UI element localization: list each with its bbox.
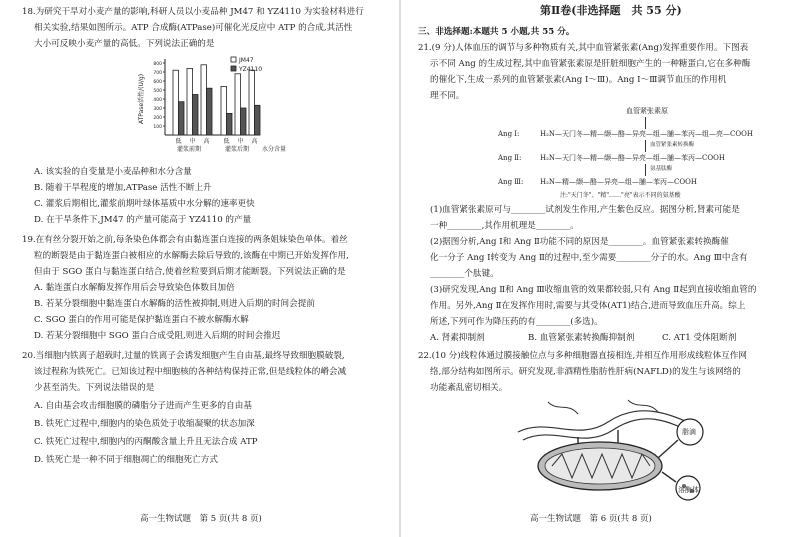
q22-line3: 功能紊乱密切相关。: [430, 383, 508, 393]
right-footer: 高一生物试题 第 6 页(共 8 页): [530, 514, 652, 524]
q21-line2: 示不同 Ang 的生成过程,其中血管紧张素原是肝脏细胞产生的一种糖蛋白,它在多种酶: [430, 59, 751, 69]
y-axis-label: ATPase活性/(U/g): [138, 73, 145, 125]
right-page: [400, 0, 800, 537]
arrow-line-2: [645, 140, 646, 152]
part-two-header: 第Ⅱ卷(非选择题 共 55 分): [540, 4, 682, 17]
bar-yz4110: [193, 95, 199, 136]
x-axis-label: 水分含量: [262, 146, 287, 153]
ang3-sequence: H₂N—精—缬—酪—异亮—组—脯—苯丙—COOH: [540, 178, 697, 186]
bar-yz4110: [227, 113, 233, 135]
q21-option-c: C. AT1 受体阻断剂: [662, 333, 737, 343]
bar-yz4110: [255, 105, 261, 135]
ang2-label: Ang Ⅱ:: [498, 154, 522, 162]
section-title: 三、非选择题:本题共 5 小题,共 55 分。: [418, 27, 575, 37]
q21-line4: 理不同。: [430, 91, 465, 101]
bar-jm47: [221, 86, 227, 135]
figure-note: 注:"天门冬"、"精"……"亮"表示不同的氨基酸: [560, 192, 681, 199]
x-tick-label: 高: [203, 138, 210, 145]
angiotensinogen-label: 血管紧张素原: [626, 107, 668, 115]
q21-option-a: A. 肾素抑制剂: [430, 333, 485, 343]
q19-option-a: A. 黏连蛋白水解酶发挥作用后会导致染色体数目加倍: [34, 283, 235, 293]
q21-part1-line2: 一种________,其作用机理是________。: [430, 221, 579, 231]
q20-option-b: B. 铁死亡过程中,细胞内的染色质处于收缩凝聚的状态加深: [34, 419, 255, 429]
enzyme1-label: 血管紧张素转换酶: [650, 142, 695, 148]
y-tick-label: 500: [153, 89, 162, 94]
y-tick-label: 100: [153, 125, 162, 130]
atpase-bar-chart: [135, 55, 305, 155]
q18-line3: 大小可反映小麦产量的高低。下列说法正确的是: [34, 39, 215, 49]
lipid-droplet-label: 脂滴: [682, 428, 696, 436]
q18-line2: 相关实验,结果如图所示。ATP 合成酶(ATPase)可催化光反应中 ATP 的合成,其活性: [34, 23, 353, 33]
x-tick-label: 高: [251, 138, 258, 145]
q20-option-c: C. 铁死亡过程中,细胞内的丙酮酸含量上升且无法合成 ATP: [34, 437, 258, 447]
q20-line1: 20.当细胞内铁离子超载时,过量的铁离子会诱发细胞产生自由基,最终导致细胞膜破裂,: [22, 351, 345, 361]
enzyme2-label: 氨基肽酶: [650, 166, 673, 172]
q20-line3: 少甚至消失。下列说法错误的是: [34, 383, 155, 393]
legend-swatch-yz4110: [231, 66, 236, 71]
bar-jm47: [235, 74, 241, 135]
ang3-label: Ang Ⅲ:: [498, 178, 524, 186]
group-label-late: 灌浆后期: [224, 146, 250, 153]
x-tick-label: 低: [223, 138, 230, 145]
q21-line1: 21.(9 分)人体血压的调节与多种物质有关,其中血管紧张素(Ang)发挥重要作用。下图表: [418, 43, 749, 53]
ang2-sequence: H₂N—天门冬—精—缬—酪—异亮—组—脯—苯丙—COOH: [540, 154, 725, 162]
q21-part3-line1: (3)研究发现,Ang Ⅱ和 Ang Ⅲ收缩血管的效果都较弱,只有 Ang Ⅱ起到直接收缩血管的: [430, 285, 757, 295]
bar-yz4110: [207, 88, 213, 135]
q21-part1-line1: (1)血管紧张素原可与________试剂发生作用,产生紫色反应。据图分析,肾素可能是: [430, 205, 740, 215]
q18-option-d: D. 在干旱条件下,JM47 的产量可能高于 YZ4110 的产量: [34, 215, 252, 225]
x-tick-label: 中: [237, 138, 244, 145]
bar-yz4110: [179, 102, 185, 135]
q18-option-a: A. 该实验的自变量是小麦品种和水分含量: [34, 167, 192, 177]
q22-line2: 络,部分结构如图所示。研究发现,非酒精性脂肪性肝病(NAFLD)的发生与该网络的: [430, 367, 741, 377]
q19-line1: 19.在有丝分裂开始之前,每条染色体都会有由黏连蛋白连接的两条姐妹染色单体。着丝: [22, 235, 348, 245]
q19-line3: 但由于 SGO 蛋白与黏连蛋白结合,使着丝粒要到后期才能断裂。下列说法正确的是: [34, 267, 346, 277]
q21-part3-line2: 作用。另外,Ang Ⅱ在发挥作用时,需要与其受体(AT1)结合,进而导致血压升高。综上: [430, 301, 746, 311]
ang1-sequence: H₂N—天门冬—精—缬—酪—异亮—组—脯—苯丙—组—亮—COOH: [540, 130, 753, 138]
legend-label-yz4110: YZ4110: [239, 66, 263, 73]
q18-option-c: C. 灌浆后期相比,灌浆前期叶绿体基质中水分解的速率更快: [34, 199, 255, 209]
group-label-early: 灌浆前期: [176, 146, 202, 153]
q20-option-d: D. 铁死亡是一种不同于细胞凋亡的细胞死亡方式: [34, 455, 218, 465]
left-footer: 高一生物试题 第 5 页(共 8 页): [140, 514, 262, 524]
legend-label-jm47: JM47: [239, 57, 254, 64]
bar-jm47: [173, 70, 179, 135]
lysosome-label: 溶酶体: [678, 486, 699, 494]
bar-yz4110: [241, 108, 247, 135]
q21-option-b: B. 血管紧张素转换酶抑制剂: [528, 333, 635, 343]
bar-jm47: [249, 70, 255, 135]
q21-part2-line3: ________个肽键。: [430, 269, 499, 279]
q18-option-b: B. 随着干旱程度的增加,ATPase 活性不断上升: [34, 183, 212, 193]
x-tick-label: 中: [189, 138, 196, 145]
y-tick-label: 300: [153, 107, 162, 112]
bar-jm47: [201, 65, 207, 135]
q21-line3: 的催化下,生成一系列的血管紧张素(Ang Ⅰ～Ⅲ)。Ang Ⅰ～Ⅲ调节血压的作用机: [430, 75, 727, 85]
y-tick-label: 200: [153, 116, 162, 121]
q19-option-d: D. 若某分裂细胞中 SGO 蛋白合成受阻,则进入后期的时间会推迟: [34, 331, 281, 341]
y-tick-label: 800: [153, 62, 162, 67]
q20-line2: 该过程称为铁死亡。已知该过程中细胞核的各种结构保持正常,但是线粒体的嵴会减: [34, 367, 347, 377]
y-tick-label: 400: [153, 98, 162, 103]
y-tick-label: 600: [153, 80, 162, 85]
ang1-label: Ang Ⅰ:: [498, 130, 520, 138]
q22-line1: 22.(10 分)线粒体通过膜接触位点与多种细胞器直接相连,并相互作用形成线粒体互作网: [418, 351, 747, 361]
q18-line1: 18.为研究干旱对小麦产量的影响,科研人员以小麦品种 JM47 和 YZ4110 为实验材料进行: [22, 7, 364, 17]
x-tick-label: 低: [175, 138, 182, 145]
q19-line2: 粒的断裂是由于黏连蛋白被相应的水解酶去除后导致的,该酶在中期已开始发挥作用,: [34, 251, 349, 261]
y-tick-label: 700: [153, 71, 162, 76]
bar-jm47: [187, 68, 193, 135]
q19-option-b: B. 若某分裂细胞中黏连蛋白水解酶的活性被抑制,则进入后期的时间会提前: [34, 299, 315, 309]
q21-part3-line3: 所述,下列可作为降压药的有________(多选)。: [430, 317, 603, 327]
q21-part2-line2: 化一分子 Ang Ⅰ转变为 Ang Ⅱ的过程中,至少需要________分子的水。Ang Ⅲ中含有: [430, 253, 748, 263]
q21-part2-line1: (2)据图分析,Ang Ⅰ和 Ang Ⅱ功能不同的原因是________。血管紧张素转换酶催: [430, 237, 729, 247]
q20-option-a: A. 自由基会攻击细胞膜的磷脂分子进而产生更多的自由基: [34, 401, 252, 411]
arrow-line-3: [645, 164, 646, 176]
legend-swatch-jm47: [231, 57, 236, 62]
q19-option-c: C. SGO 蛋白的作用可能是保护黏连蛋白不被水解酶水解: [34, 315, 249, 325]
